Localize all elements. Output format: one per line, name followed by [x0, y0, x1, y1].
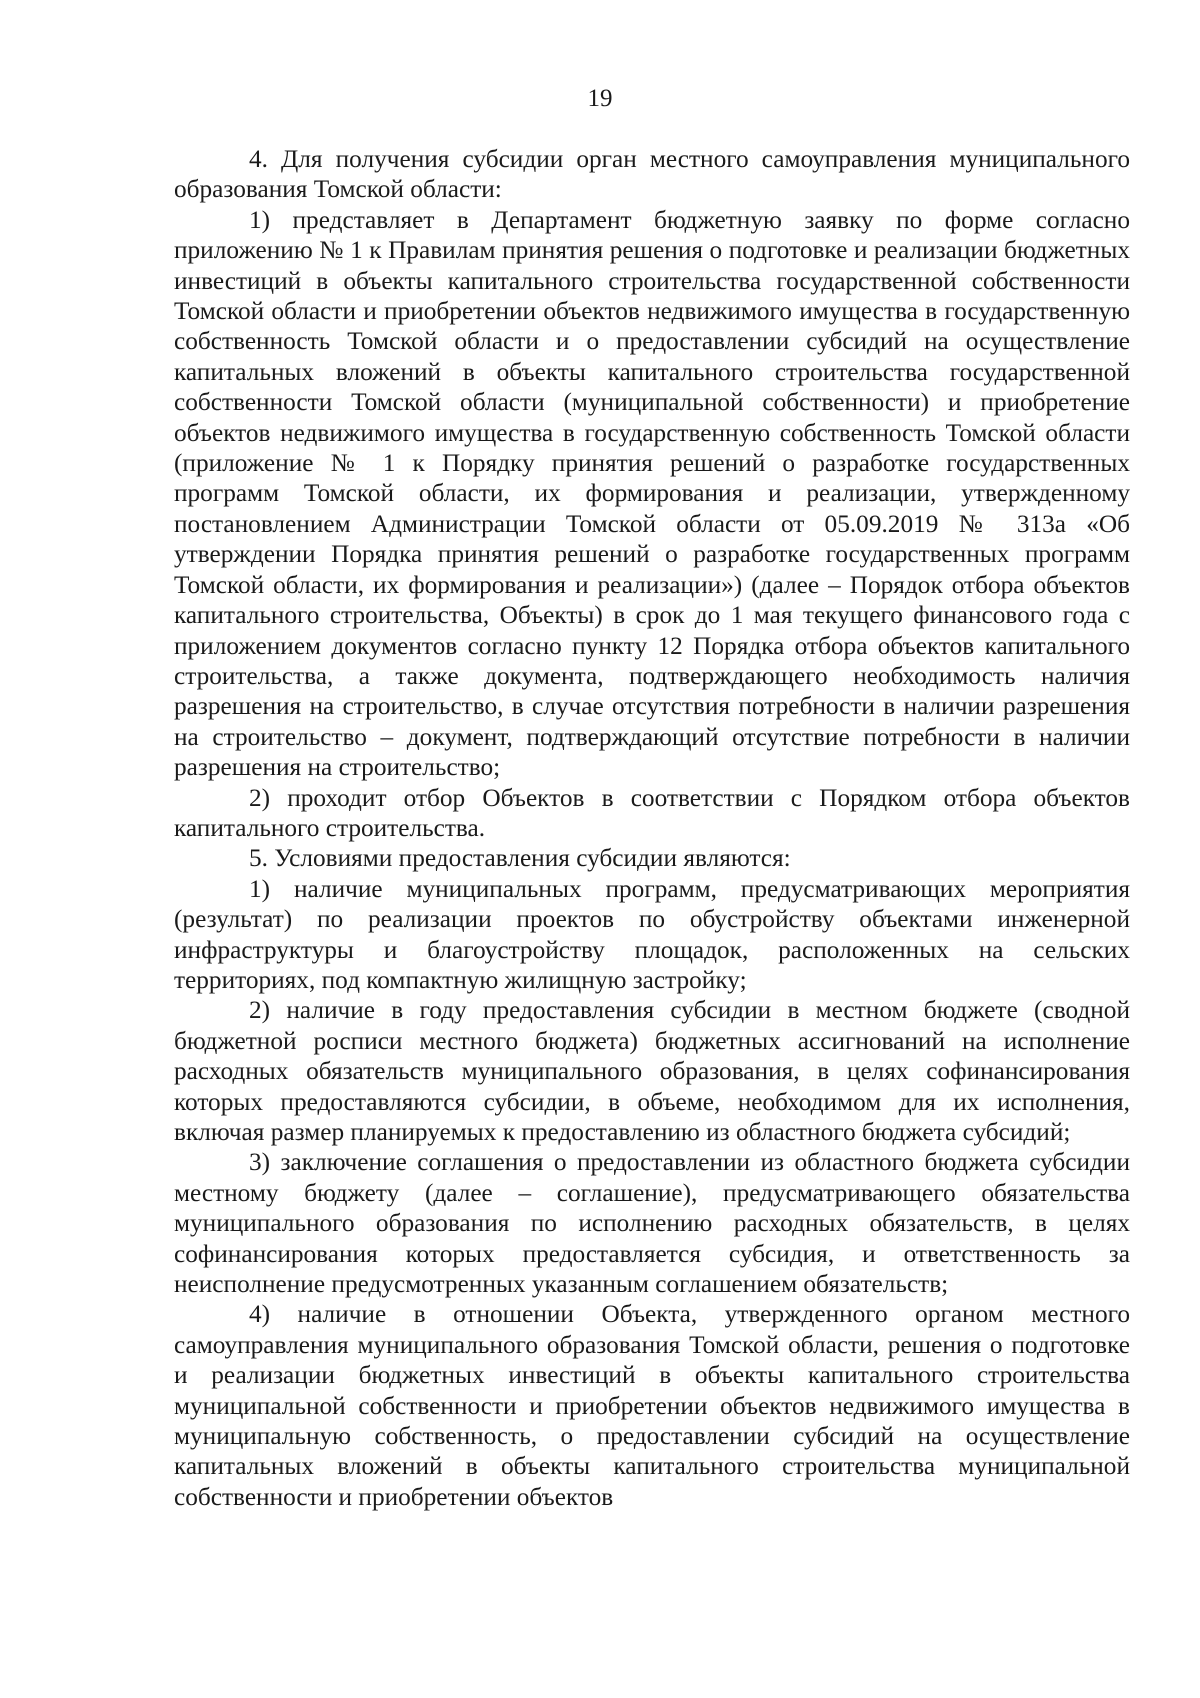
paragraph-5: 5. Условиями предоставления субсидии являются:	[249, 844, 791, 873]
paragraph-5-4: 4) наличие в отношении Объекта, утвержденного органом местного самоуправления муниципального образования Томской области, решения о подготовке и реализации бюджетных инвестиций в объекты капитального строительства муниципальной собственности и приобретении объектов недвижимого имущества в муниципальную собственность, о предоставлении субсидий на осуществление капитальных вложений в объекты капитального строительства муниципальной собственности и приобретении объектов	[174, 1300, 1130, 1511]
page-number: 19	[587, 85, 613, 112]
document-body	[174, 144, 1130, 1512]
paragraph-5-2: 2) наличие в году предоставления субсидии в местном бюджете (сводной бюджетной росписи местного бюджета) бюджетных ассигнований на исполнение расходных обязательств муниципального образования, в целях софинансирования которых предоставляются субсидии, в объеме, необходимом для их исполнения, включая размер планируемых к предоставлению из областного бюджета субсидий;	[174, 996, 1130, 1146]
paragraph-4-1: 1) представляет в Департамент бюджетную заявку по форме согласно приложению № 1 к Правилам принятия решения о подготовке и реализации бюджетных инвестиций в объекты капитального строительства государственной собственности Томской области и приобретении объектов недвижимого имущества в государственную собственность Томской области и о предоставлении субсидий на осуществление капитальных вложений в объекты капитального строительства государственной собственности Томской области (муниципальной собственности) и приобретение объектов недвижимого имущества в государственную собственность Томской области (приложение № 1 к Порядку принятия решений о разработке государственных программ Томской области, их формирования и реализации, утвержденному постановлением Администрации Томской области от 05.09.2019 № 313а «Об утверждении Порядка принятия решений о разработке государственных программ Томской области, их формирования и реализации») (далее – Порядок отбора объектов капитального строительства, Объекты) в срок до 1 мая текущего финансового года с приложением документов согласно пункту 12 Порядка отбора объектов капитального строительства, а также документа, подтверждающего необходимость наличия разрешения на строительство, в случае отсутствия потребности в наличии разрешения на строительство – документ, подтверждающий отсутствие потребности в наличии разрешения на строительство;	[174, 205, 1130, 782]
paragraph-4: 4. Для получения субсидии орган местного самоуправления муниципального образования Томской области:	[174, 145, 1130, 204]
paragraph-5-1: 1) наличие муниципальных программ, предусматривающих мероприятия (результат) по реализации проектов по обустройству объектами инженерной инфраструктуры и благоустройству площадок, расположенных на сельских территориях, под компактную жилищную застройку;	[174, 874, 1130, 994]
paragraph-4-2: 2) проходит отбор Объектов в соответствии с Порядком отбора объектов капитального строительства.	[174, 783, 1130, 842]
paragraph-5-3: 3) заключение соглашения о предоставлении из областного бюджета субсидии местному бюджету (далее – соглашение), предусматривающего обязательства муниципального образования по исполнению расходных обязательств, в целях софинансирования которых предоставляется субсидия, и ответственность за неисполнение предусмотренных указанным соглашением обязательств;	[174, 1148, 1130, 1299]
